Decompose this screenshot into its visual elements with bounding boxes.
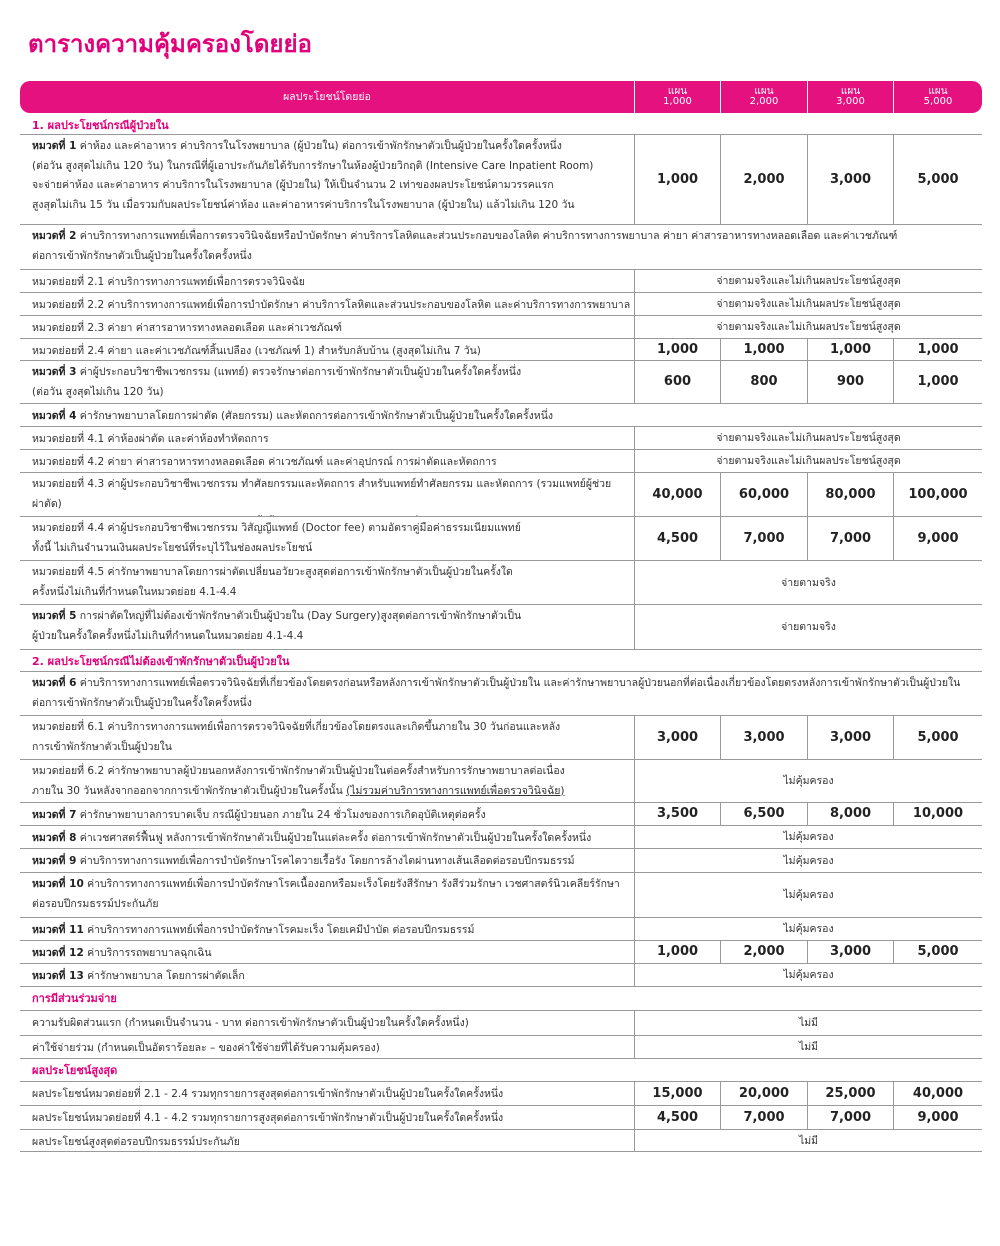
plan-value: 3,000 bbox=[807, 941, 893, 963]
plan-value: 3,000 bbox=[807, 716, 893, 759]
header-plan-5000: แผน 5,000 bbox=[893, 81, 982, 113]
merged-plan-value: จ่ายตามจริงและไม่เกินผลประโยชน์สูงสุด bbox=[634, 293, 982, 315]
plan-value: 5,000 bbox=[893, 716, 982, 759]
benefit-description: หมวดที่ 8 ค่าเวชศาสตร์ฟื้นฟู หลังการเข้าพักรักษาตัวเป็นผู้ป่วยในแต่ละครั้ง ต่อการเข้าพักรักษาตัวเป็นผู้ป่วยในครั้งใดครั้งหนึ่ง bbox=[32, 832, 592, 844]
benefit-description: หมวดที่ 13 ค่ารักษาพยาบาล โดยการผ่าตัดเล็ก bbox=[32, 970, 245, 982]
table-row bbox=[20, 561, 982, 605]
table-row bbox=[20, 135, 982, 225]
table-header bbox=[20, 81, 982, 113]
table-row bbox=[20, 450, 982, 473]
section-title: ผลประโยชน์สูงสุด bbox=[32, 1064, 118, 1077]
table-row bbox=[20, 716, 982, 760]
merged-plan-value: จ่ายตามจริง bbox=[634, 605, 982, 649]
benefit-description: หมวดที่ 5 การผ่าตัดใหญ่ที่ไม่ต้องเข้าพักรักษาตัวเป็นผู้ป่วยใน (Day Surgery)สูงสุดต่อการเข้าพักรักษาตัวเป็น ผู้ป่วยในครั้งใดครั้งหนึ่งไม่เกินที่กำหนดในหมวดย่อย 4.1-4.4 bbox=[32, 610, 522, 642]
header-benefit: ผลประโยชน์โดยย่อ bbox=[283, 91, 371, 103]
table-row bbox=[20, 941, 982, 964]
section-title: การมีส่วนร่วมจ่าย bbox=[32, 992, 117, 1005]
plan-value: 1,000 bbox=[893, 361, 982, 403]
plan-value: 9,000 bbox=[893, 517, 982, 560]
plan-value: 800 bbox=[720, 361, 807, 403]
table-row bbox=[20, 1011, 982, 1036]
table-row bbox=[20, 316, 982, 339]
benefit-description: หมวดที่ 1 ค่าห้อง และค่าอาหาร ค่าบริการในโรงพยาบาล (ผู้ป่วยใน) ต่อการเข้าพักรักษาตัวเป็นผู้ป่วยในครั้งใดครั้งหนึ่ง (ต่อวัน สูงสุดไม่เกิน 120 วัน) ในกรณีที่ผู้เอาประกันภัยได้รับการรักษาในห้องผู้ป่วยวิกฤติ (Intensive Care Inpatient Room) จะจ่ายค่าห้อง และค่าอาหาร ค่าบริการในโรงพยาบาล (ผู้ป่วยใน) ให้เป็นจำนวน 2 เท่าของผลประโยชน์ตามวรรคแรก สูงสุดไม่เกิน 15 วัน เมื่อรวมกับผลประโยชน์ค่าห้อง และค่าอาหารค่าบริการในโรงพยาบาล (ผู้ป่วยใน) แล้วไม่เกิน 120 วัน bbox=[32, 140, 594, 211]
plan-value: 25,000 bbox=[807, 1082, 893, 1105]
plan-value: 1,000 bbox=[720, 339, 807, 360]
merged-plan-value: ไม่คุ้มครอง bbox=[634, 964, 982, 986]
plan-value: 2,000 bbox=[720, 135, 807, 224]
benefit-description: ผลประโยชน์หมวดย่อยที่ 2.1 - 2.4 รวมทุกรายการสูงสุดต่อการเข้าพักรักษาตัวเป็นผู้ป่วยในครั้งใดครั้งหนึ่ง bbox=[32, 1088, 504, 1100]
benefit-description: หมวดย่อยที่ 4.3 ค่าผู้ประกอบวิชาชีพเวชกรรม ทำศัลยกรรมและหัตถการ สำหรับแพทย์ทำศัลยกรรม และหัตถการ (รวมแพทย์ผู้ช่วยผ่าตัด) bbox=[32, 478, 612, 510]
merged-plan-value: ไม่คุ้มครอง bbox=[634, 826, 982, 848]
table-row bbox=[20, 605, 982, 650]
merged-plan-value: จ่ายตามจริงและไม่เกินผลประโยชน์สูงสุด bbox=[634, 316, 982, 338]
plan-value: 20,000 bbox=[720, 1082, 807, 1105]
section-title: 2. ผลประโยชน์กรณีไม่ต้องเข้าพักรักษาตัวเป็นผู้ป่วยใน bbox=[32, 655, 290, 668]
plan-value: 5,000 bbox=[893, 135, 982, 224]
benefit-description: หมวดย่อยที่ 2.3 ค่ายา ค่าสารอาหารทางหลอดเลือด และค่าเวชภัณฑ์ bbox=[32, 322, 342, 334]
plan-value: 2,000 bbox=[720, 941, 807, 963]
benefit-description: หมวดที่ 3 ค่าผู้ประกอบวิชาชีพเวชกรรม (แพทย์) ตรวจรักษาต่อการเข้าพักรักษาตัวเป็นผู้ป่วยในครั้งใดครั้งหนึ่ง (ต่อวัน สูงสุดไม่เกิน 120 วัน) bbox=[32, 366, 522, 398]
section-row bbox=[20, 987, 982, 1011]
section-row bbox=[20, 650, 982, 672]
plan-value: 1,000 bbox=[634, 941, 720, 963]
table-row bbox=[20, 517, 982, 561]
benefit-description: หมวดที่ 2 ค่าบริการทางการแพทย์เพื่อการตรวจวินิจฉัยหรือบำบัดรักษา ค่าบริการโลหิตและส่วนประกอบของโลหิต ค่าบริการทางการพยาบาล ค่ายา ค่าสารอาหารทางหลอดเลือด และค่าเวชภัณฑ์ ต่อการเข้าพักรักษาตัวเป็นผู้ป่วยในครั้งใดครั้งหนึ่ง bbox=[32, 230, 898, 262]
plan-value: 600 bbox=[634, 361, 720, 403]
table-row bbox=[20, 293, 982, 316]
plan-value: 40,000 bbox=[893, 1082, 982, 1105]
plan-value: 8,000 bbox=[807, 803, 893, 825]
section-title: 1. ผลประโยชน์กรณีผู้ป่วยใน bbox=[32, 119, 169, 132]
plan-value: 60,000 bbox=[720, 473, 807, 516]
benefit-description: หมวดที่ 10 ค่าบริการทางการแพทย์เพื่อการบำบัดรักษาโรคเนื้องอกหรือมะเร็งโดยรังสีรักษา รังสีร่วมรักษา เวชศาสตร์นิวเคลียร์รักษา ต่อรอบปีกรมธรรม์ประกันภัย bbox=[32, 878, 620, 910]
benefit-description: หมวดย่อยที่ 2.2 ค่าบริการทางการแพทย์เพื่อการบำบัดรักษา ค่าบริการโลหิตและส่วนประกอบของโลหิต และค่าบริการทางการพยาบาล bbox=[32, 299, 631, 311]
benefit-description: ความรับผิดส่วนแรก (กำหนดเป็นจำนวน - บาท ต่อการเข้าพักรักษาตัวเป็นผู้ป่วยในครั้งใดครั้งหนึ่ง) bbox=[32, 1017, 469, 1029]
merged-plan-value: ไม่คุ้มครอง bbox=[634, 918, 982, 940]
benefit-description: หมวดที่ 11 ค่าบริการทางการแพทย์เพื่อการบำบัดรักษาโรคมะเร็ง โดยเคมีบำบัด ต่อรอบปีกรมธรรม์ bbox=[32, 924, 475, 936]
plan-value: 40,000 bbox=[634, 473, 720, 516]
table-row bbox=[20, 826, 982, 849]
merged-plan-value: จ่ายตามจริง bbox=[634, 561, 982, 604]
table-row bbox=[20, 1130, 982, 1152]
benefit-description: หมวดย่อยที่ 2.4 ค่ายา และค่าเวชภัณฑ์สิ้นเปลือง (เวชภัณฑ์ 1) สำหรับกลับบ้าน (สูงสุดไม่เกิน 7 วัน) bbox=[32, 345, 481, 357]
benefit-description: ค่าใช้จ่ายร่วม (กำหนดเป็นอัตราร้อยละ – ของค่าใช้จ่ายที่ได้รับความคุ้มครอง) bbox=[32, 1042, 380, 1054]
plan-value: 3,000 bbox=[807, 135, 893, 224]
plan-value: 900 bbox=[807, 361, 893, 403]
benefit-description: หมวดย่อยที่ 6.2 ค่ารักษาพยาบาลผู้ป่วยนอกหลังการเข้าพักรักษาตัวเป็นผู้ป่วยในต่อครั้งสำหรับการรักษาพยาบาลต่อเนื่อง ภายใน 30 วันหลังจากออกจากการเข้าพักรักษาตัวเป็นผู้ป่วยในครั้งนั้น (ไม่รวมค่าบริการทางการแพทย์เพื่อตรวจวินิจฉัย) bbox=[32, 765, 565, 797]
benefit-description: หมวดย่อยที่ 4.4 ค่าผู้ประกอบวิชาชีพเวชกรรม วิสัญญีแพทย์ (Doctor fee) ตามอัตราคู่มือค่าธรรมเนียมแพทย์ ทั้งนี้ ไม่เกินจำนวนเงินผลประโยชน์ที่ระบุไว้ในช่องผลประโยชน์ bbox=[32, 522, 521, 554]
header-plan-1000: แผน 1,000 bbox=[634, 81, 720, 113]
plan-value: 3,500 bbox=[634, 803, 720, 825]
table-row bbox=[20, 404, 982, 427]
plan-value: 5,000 bbox=[893, 941, 982, 963]
benefit-description: หมวดที่ 9 ค่าบริการทางการแพทย์เพื่อการบำบัดรักษาโรคไตวายเรื้อรัง โดยการล้างไตผ่านทางเส้นเลือดต่อรอบปีกรมธรรม์ bbox=[32, 855, 575, 867]
table-row bbox=[20, 672, 982, 716]
page-title: ตารางความคุ้มครองโดยย่อ bbox=[28, 30, 312, 58]
table-row bbox=[20, 760, 982, 803]
plan-value: 7,000 bbox=[720, 1106, 807, 1129]
table-row bbox=[20, 849, 982, 873]
table-row bbox=[20, 270, 982, 293]
table-row bbox=[20, 918, 982, 941]
merged-plan-value: จ่ายตามจริงและไม่เกินผลประโยชน์สูงสุด bbox=[634, 270, 982, 292]
plan-value: 7,000 bbox=[807, 517, 893, 560]
plan-value: 3,000 bbox=[720, 716, 807, 759]
benefit-description: หมวดย่อยที่ 4.2 ค่ายา ค่าสารอาหารทางหลอดเลือด ค่าเวชภัณฑ์ และค่าอุปกรณ์ การผ่าตัดและหัตถการ bbox=[32, 456, 497, 468]
plan-value: 7,000 bbox=[720, 517, 807, 560]
merged-plan-value: จ่ายตามจริงและไม่เกินผลประโยชน์สูงสุด bbox=[634, 427, 982, 449]
table-row bbox=[20, 473, 982, 517]
merged-plan-value: ไม่คุ้มครอง bbox=[634, 873, 982, 917]
benefit-description: หมวดย่อยที่ 4.5 ค่ารักษาพยาบาลโดยการผ่าตัดเปลี่ยนอวัยวะสูงสุดต่อการเข้าพักรักษาตัวเป็นผู้ป่วยในครั้งใด ครั้งหนึ่งไม่เกินที่กำหนดในหมวดย่อย 4.1-4.4 bbox=[32, 566, 513, 598]
plan-value: 100,000 bbox=[893, 473, 982, 516]
plan-value: 80,000 bbox=[807, 473, 893, 516]
merged-plan-value: ไม่มี bbox=[634, 1036, 982, 1058]
section-row bbox=[20, 1059, 982, 1082]
plan-value: 9,000 bbox=[893, 1106, 982, 1129]
benefit-description: หมวดย่อยที่ 4.1 ค่าห้องผ่าตัด และค่าห้องทำหัตถการ bbox=[32, 433, 269, 445]
plan-value: 10,000 bbox=[893, 803, 982, 825]
merged-plan-value: ไม่มี bbox=[634, 1130, 982, 1151]
benefit-description: ผลประโยชน์หมวดย่อยที่ 4.1 - 4.2 รวมทุกรายการสูงสุดต่อการเข้าพักรักษาตัวเป็นผู้ป่วยในครั้งใดครั้งหนึ่ง bbox=[32, 1112, 504, 1124]
benefit-description: หมวดย่อยที่ 6.1 ค่าบริการทางการแพทย์เพื่อการตรวจวินิจฉัยที่เกี่ยวข้องโดยตรงและเกิดขึ้นภายใน 30 วันก่อนและหลัง การเข้าพักรักษาตัวเป็นผู้ป่วยใน bbox=[32, 721, 561, 753]
benefit-description: หมวดที่ 6 ค่าบริการทางการแพทย์เพื่อตรวจวินิจฉัยที่เกี่ยวข้องโดยตรงก่อนหรือหลังการเข้าพักรักษาตัวเป็นผู้ป่วยใน และค่ารักษาพยาบาลผู้ป่วยนอกที่ต่อเนื่องเกี่ยวข้องโดยตรงหลังการเข้าพักรักษาตัวเป็นผู้ป่วยใน ต่อการเข้าพักรักษาตัวเป็นผู้ป่วยในครั้งใดครั้งหนึ่ง bbox=[32, 677, 961, 709]
table-row bbox=[20, 803, 982, 826]
table-row bbox=[20, 1082, 982, 1106]
table-row bbox=[20, 339, 982, 361]
plan-value: 15,000 bbox=[634, 1082, 720, 1105]
benefit-description: หมวดย่อยที่ 2.1 ค่าบริการทางการแพทย์เพื่อการตรวจวินิจฉัย bbox=[32, 276, 305, 288]
plan-value: 4,500 bbox=[634, 517, 720, 560]
plan-value: 1,000 bbox=[634, 339, 720, 360]
plan-value: 1,000 bbox=[893, 339, 982, 360]
section-row bbox=[20, 114, 982, 135]
plan-value: 6,500 bbox=[720, 803, 807, 825]
benefit-description: ผลประโยชน์สูงสุดต่อรอบปีกรมธรรม์ประกันภัย bbox=[32, 1136, 240, 1148]
table-row bbox=[20, 873, 982, 918]
table-row bbox=[20, 1036, 982, 1059]
plan-value: 7,000 bbox=[807, 1106, 893, 1129]
merged-plan-value: ไม่คุ้มครอง bbox=[634, 760, 982, 802]
benefit-description: หมวดที่ 7 ค่ารักษาพยาบาลการบาดเจ็บ กรณีผู้ป่วยนอก ภายใน 24 ชั่วโมงของการเกิดอุบัติเหตุต่อครั้ง bbox=[32, 809, 486, 821]
table-row bbox=[20, 964, 982, 987]
benefit-description: หมวดที่ 4 ค่ารักษาพยาบาลโดยการผ่าตัด (ศัลยกรรม) และหัตถการต่อการเข้าพักรักษาตัวเป็นผู้ป่วยในครั้งใดครั้งหนึ่ง bbox=[32, 410, 554, 422]
plan-value: 3,000 bbox=[634, 716, 720, 759]
header-plan-2000: แผน 2,000 bbox=[720, 81, 807, 113]
table-row bbox=[20, 225, 982, 270]
merged-plan-value: จ่ายตามจริงและไม่เกินผลประโยชน์สูงสุด bbox=[634, 450, 982, 472]
plan-value: 4,500 bbox=[634, 1106, 720, 1129]
plan-value: 1,000 bbox=[807, 339, 893, 360]
table-row bbox=[20, 427, 982, 450]
header-plan-3000: แผน 3,000 bbox=[807, 81, 893, 113]
merged-plan-value: ไม่มี bbox=[634, 1011, 982, 1035]
plan-value: 1,000 bbox=[634, 135, 720, 224]
benefit-description: หมวดที่ 12 ค่าบริการรถพยาบาลฉุกเฉิน bbox=[32, 947, 212, 959]
table-row bbox=[20, 361, 982, 404]
table-row bbox=[20, 1106, 982, 1130]
merged-plan-value: ไม่คุ้มครอง bbox=[634, 849, 982, 872]
